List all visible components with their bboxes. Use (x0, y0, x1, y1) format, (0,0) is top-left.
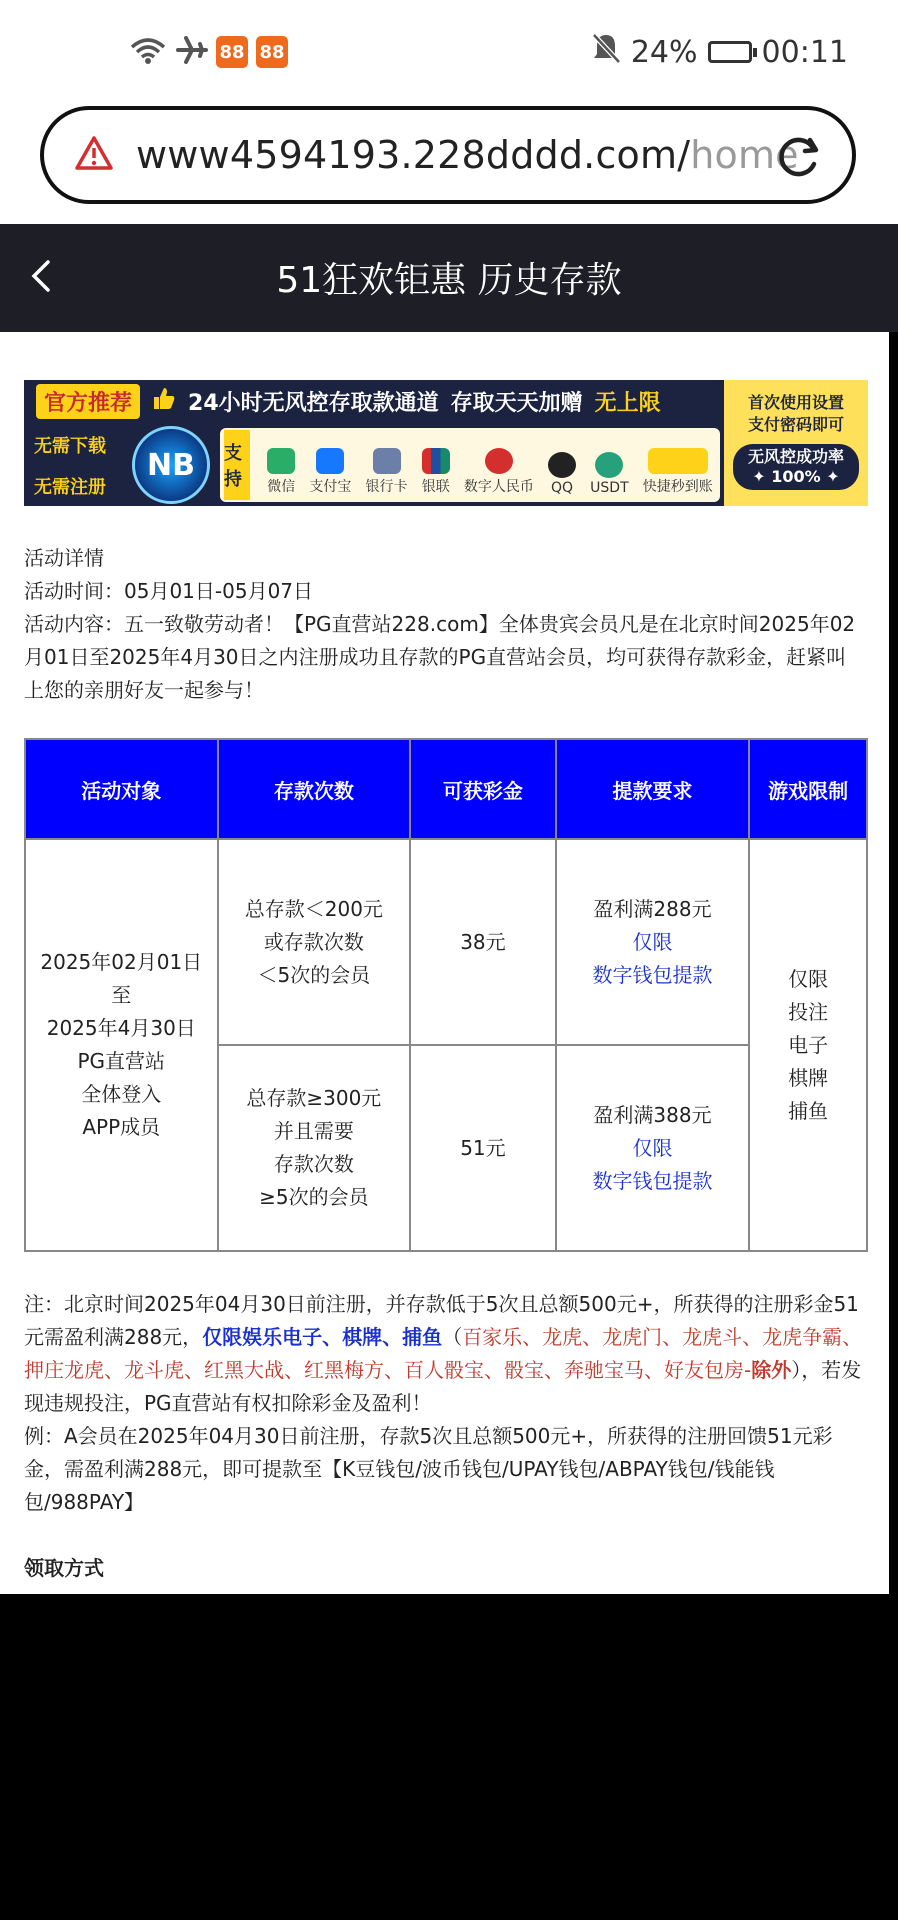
app-notification-icon: 88 (256, 36, 288, 68)
banner-bonus-prefix: 存取天天加赠 (450, 390, 583, 416)
note-example: 例：A会员在2025年04月30日前注册，存款5次且总额500元+，所获得的注册回馈51元彩金，需盈利满288元，即可提款至【K豆钱包/波币钱包/UPAY钱包/ABPAY钱包/钱能钱包/988PAY】 (24, 1424, 833, 1514)
address-bar[interactable] (40, 106, 856, 204)
table-header-row (25, 739, 867, 839)
url-text[interactable]: www4594193.228dddd.com/home (136, 133, 799, 177)
activity-table (24, 738, 868, 1252)
banner-channel: 24小时无风控存取款通道 (188, 390, 439, 416)
note-block (24, 1288, 868, 1519)
bank-card-icon (373, 448, 401, 474)
brand-logo-icon: NB (132, 426, 210, 504)
banner-recommend: 官方推荐 (36, 384, 140, 419)
table-header: 活动对象 (25, 739, 218, 839)
details-content: 活动内容：五一致敬劳动者！【PG直营站228.com】全体贵宾会员凡是在北京时间2025年02月01日至2025年4月30日之内注册成功且存款的PG直营站会员，均可获得存款彩金，赶紧叫上您的亲朋好友一起参与！ (24, 612, 856, 702)
clock: 00:11 (761, 34, 848, 70)
airplane-icon (176, 35, 208, 69)
usdt-icon (595, 452, 623, 478)
bonus-cell: 51元 (410, 1045, 556, 1251)
banner-support: 支持 (224, 430, 250, 500)
qq-icon (548, 452, 576, 478)
receive-heading: 领取方式 (24, 1556, 104, 1580)
game-limit-cell: 仅限 投注 电子 棋牌 捕鱼 (749, 839, 867, 1251)
safe-deposit-icon (648, 448, 708, 474)
activity-details (24, 542, 864, 707)
table-header: 游戏限制 (749, 739, 867, 839)
note-text: 注：北京时间2025年04月30日前注册，并存款低于5次且总额500元+，所获得的注册彩金51元需盈利满288元，仅限娱乐电子、棋牌、捕鱼（百家乐、龙虎、龙虎门、龙虎斗、龙虎争霸、押庄龙虎、龙斗虎、红黑大战、红黑梅方、百人骰宝、骰宝、奔驰宝马、好友包房-除外），若发现违规投注，PG直营站有权扣除彩金及盈利！ (24, 1292, 863, 1415)
warning-icon[interactable] (74, 135, 114, 175)
target-cell: 2025年02月01日 至 2025年4月30日 PG直营站 全体登入 APP成员 (25, 839, 218, 1251)
reload-icon[interactable] (774, 132, 824, 186)
table-header: 可获彩金 (410, 739, 556, 839)
promo-banner[interactable] (24, 380, 868, 506)
status-bar (0, 0, 898, 100)
page-header (0, 224, 898, 332)
withdraw-req-cell: 盈利满388元 仅限 数字钱包提款 (556, 1045, 750, 1251)
browser-toolbar (0, 100, 898, 224)
banner-no-register: 无需注册 (34, 476, 106, 498)
bonus-cell: 38元 (410, 839, 556, 1045)
deposit-count-cell: 总存款≥300元 并且需要 存款次数 ≥5次的会员 (218, 1045, 411, 1251)
wifi-icon (128, 35, 168, 69)
withdraw-req-cell: 盈利满288元 仅限 数字钱包提款 (556, 839, 750, 1045)
thumbs-up-icon (152, 385, 176, 417)
table-row (25, 839, 867, 1045)
content-area[interactable] (0, 332, 889, 1594)
banner-right-line1: 首次使用设置 (747, 393, 844, 412)
banner-rate-label: 无风控成功率 (747, 447, 844, 466)
battery-icon (708, 41, 752, 63)
details-heading: 活动详情 (24, 546, 104, 570)
alipay-icon (316, 448, 344, 474)
digital-rmb-icon (485, 448, 513, 474)
app-notification-icon: 88 (216, 36, 248, 68)
unionpay-icon (422, 448, 450, 474)
blank-area (0, 1594, 898, 1920)
banner-no-download: 无需下载 (34, 435, 106, 457)
battery-percent: 24% (630, 34, 698, 70)
page-title: 51狂欢钜惠 历史存款 (276, 260, 622, 301)
deposit-count-cell: 总存款＜200元 或存款次数 ＜5次的会员 (218, 839, 411, 1045)
banner-right-line2: 支付密码即可 (747, 415, 844, 434)
table-header: 提款要求 (556, 739, 750, 839)
banner-rate-value: ✦ 100% ✦ (752, 467, 840, 486)
banner-bonus-suffix: 无上限 (594, 390, 661, 416)
table-header: 存款次数 (218, 739, 411, 839)
details-time: 活动时间：05月01日-05月07日 (24, 579, 314, 603)
wechat-icon (267, 448, 295, 474)
payment-methods: 微信 支付宝 银行卡 银联 数字人民币 QQ USDT 快捷秒到账 (220, 428, 720, 502)
mute-icon (591, 32, 621, 72)
